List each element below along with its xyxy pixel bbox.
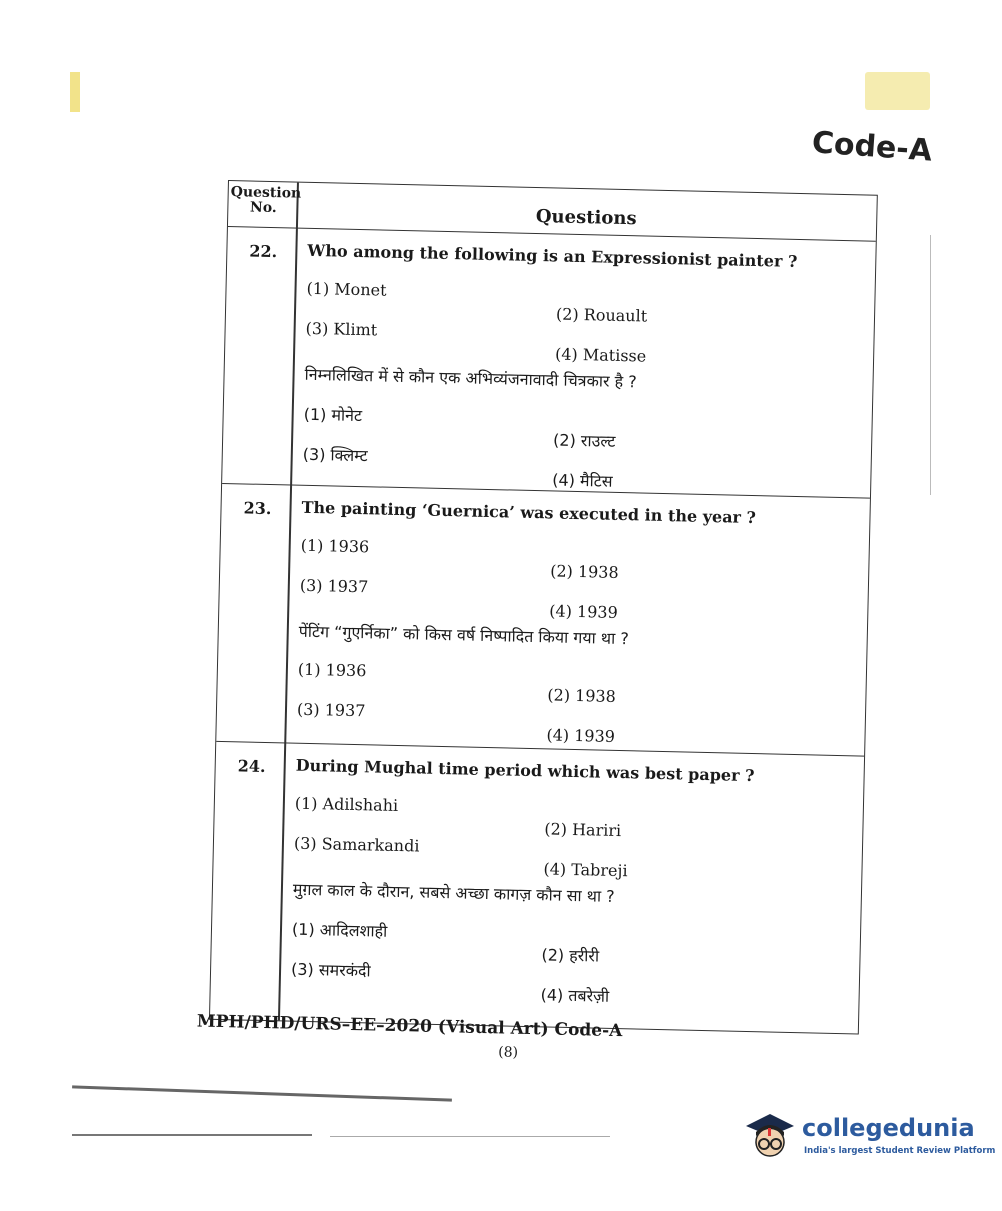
option-1-hi: (1) आदिलशाही <box>291 919 388 941</box>
option-3-hi: (3) क्लिम्ट <box>302 444 368 466</box>
question-no-header: Question No. <box>230 184 302 217</box>
option-2-en: (2) Hariri <box>544 819 622 841</box>
option-3-hi: (3) 1937 <box>296 699 366 721</box>
option-3-en: (3) 1937 <box>299 575 369 597</box>
option-1-en: (1) 1936 <box>300 535 370 557</box>
question-text-en: Who among the following is an Expressionist painter ? <box>307 240 798 271</box>
page-edge-line <box>930 235 931 495</box>
question-22 <box>222 227 876 499</box>
scan-streak <box>72 1085 452 1101</box>
option-1-hi: (1) मोनेट <box>303 404 363 426</box>
option-3-hi: (3) समरकंदी <box>290 959 371 981</box>
option-1-hi: (1) 1936 <box>297 659 367 681</box>
question-text-hi: पेंटिंग “गुएर्निका” को किस वर्ष निष्पादित किया गया था ? <box>298 621 630 649</box>
collegedunia-watermark <box>740 1108 996 1168</box>
option-2-en: (2) Rouault <box>555 304 648 326</box>
option-4-en: (4) Matisse <box>554 344 647 366</box>
question-table <box>209 180 878 1035</box>
brand-name: collegedunia <box>802 1114 975 1142</box>
scan-streak <box>72 1134 312 1136</box>
option-2-hi: (2) हरीरी <box>541 945 600 966</box>
option-1-en: (1) Adilshahi <box>294 793 399 816</box>
question-text-hi: मुग़ल काल के दौरान, सबसे अच्छा कागज़ कौन सा था ? <box>292 879 615 906</box>
option-1-en: (1) Monet <box>306 278 387 300</box>
yellow-tape-left <box>70 72 80 112</box>
question-text-hi: निम्नलिखित में से कौन एक अभिव्यंजनावादी चित्रकार है ? <box>304 364 637 392</box>
question-number: 23. <box>243 498 272 519</box>
page-number: (8) <box>498 1044 519 1061</box>
option-2-hi: (2) राउल्ट <box>552 430 616 451</box>
question-number: 22. <box>249 241 278 262</box>
corner-code: Code-A <box>810 125 934 169</box>
question-number: 24. <box>237 756 266 777</box>
scan-streak <box>330 1136 610 1137</box>
question-sheet <box>196 180 883 1061</box>
option-3-en: (3) Klimt <box>305 318 378 340</box>
question-23 <box>216 484 870 757</box>
option-4-hi: (4) तबरेज़ी <box>540 985 610 1006</box>
mascot-icon <box>740 1108 800 1168</box>
option-4-en: (4) Tabreji <box>543 859 628 881</box>
option-4-hi: (4) 1939 <box>546 725 616 746</box>
option-2-hi: (2) 1938 <box>547 685 617 706</box>
option-2-en: (2) 1938 <box>549 561 619 582</box>
question-text-en: During Mughal time period which was best paper ? <box>295 755 755 786</box>
page-footer: MPH/PHD/URS–EE–2020 (Visual Art) Code-A <box>196 1011 623 1042</box>
question-24 <box>210 742 864 1036</box>
option-4-en: (4) 1939 <box>549 601 618 622</box>
option-3-en: (3) Samarkandi <box>293 833 420 856</box>
option-4-hi: (4) मैटिस <box>552 470 613 491</box>
yellow-tape-right <box>865 72 930 110</box>
questions-header: Questions <box>535 205 637 230</box>
brand-tagline: India's largest Student Review Platform <box>804 1146 996 1156</box>
question-text-en: The painting ‘Guernica’ was executed in the year ? <box>301 497 757 528</box>
